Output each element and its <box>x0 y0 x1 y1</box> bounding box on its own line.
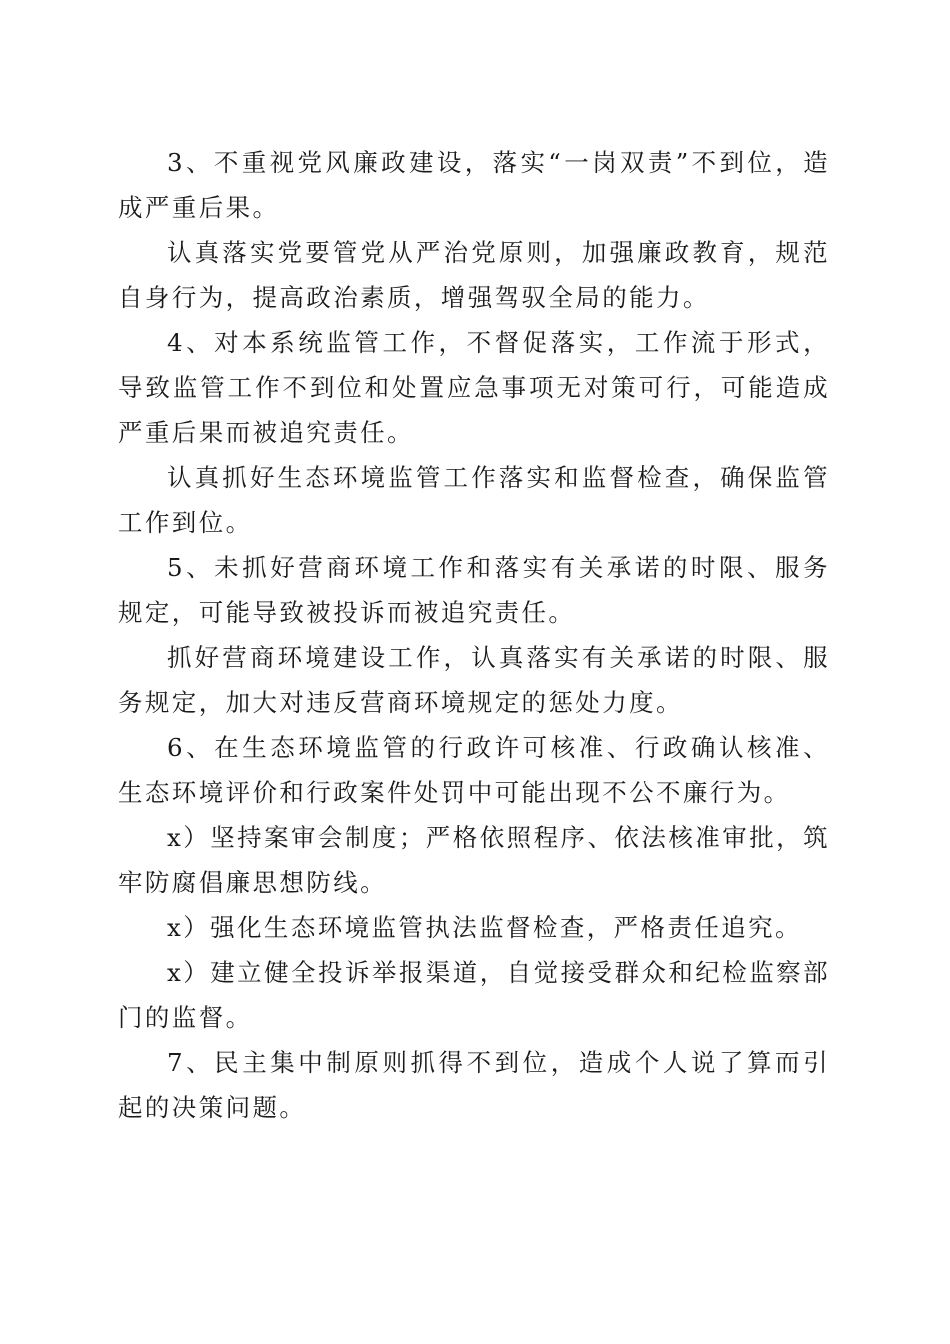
paragraph-measure-4: 认真抓好生态环境监管工作落实和监督检查，确保监管工作到位。 <box>118 463 830 537</box>
document-body <box>118 140 830 1130</box>
paragraph-measure-6a: x）坚持案审会制度；严格依照程序、依法核准审批，筑牢防腐倡廉思想防线。 <box>118 823 830 897</box>
paragraph-measure-3: 认真落实党要管党从严治党原则，加强廉政教育，规范自身行为，提高政治素质，增强驾驭全局的能力。 <box>118 238 830 312</box>
paragraph-measure-6c: x）建立健全投诉举报渠道，自觉接受群众和纪检监察部门的监督。 <box>118 958 830 1032</box>
paragraph-item-6-risk: 6、在生态环境监管的行政许可核准、行政确认核准、生态环境评价和行政案件处罚中可能出现不公不廉行为。 <box>118 733 830 807</box>
paragraph-item-5-risk: 5、未抓好营商环境工作和落实有关承诺的时限、服务规定，可能导致被投诉而被追究责任。 <box>118 553 830 627</box>
paragraph-measure-5: 抓好营商环境建设工作，认真落实有关承诺的时限、服务规定，加大对违反营商环境规定的惩处力度。 <box>118 643 830 717</box>
paragraph-item-4-risk: 4、对本系统监管工作，不督促落实，工作流于形式，导致监管工作不到位和处置应急事项无对策可行，可能造成严重后果而被追究责任。 <box>118 328 830 447</box>
paragraph-item-7-risk: 7、民主集中制原则抓得不到位，造成个人说了算而引起的决策问题。 <box>118 1048 830 1122</box>
paragraph-measure-6b: x）强化生态环境监管执法监督检查，严格责任追究。 <box>167 913 802 942</box>
paragraph-item-3-risk: 3、不重视党风廉政建设，落实“一岗双责”不到位，造成严重后果。 <box>118 148 830 222</box>
